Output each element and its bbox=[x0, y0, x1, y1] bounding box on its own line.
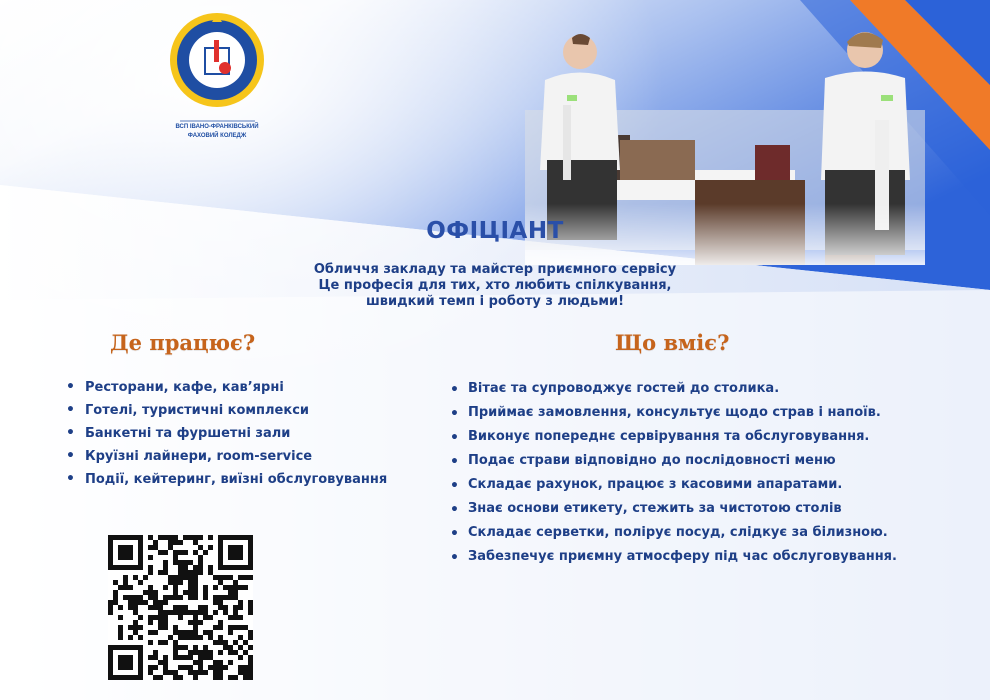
qr-code-icon[interactable] bbox=[108, 535, 253, 680]
list-item: • Ресторани, кафе, кав’ярні bbox=[65, 376, 395, 399]
list-item: • Приймає замовлення, консультує щодо страв і напоїв. bbox=[448, 401, 918, 425]
list-item: • Готелі, туристичні комплекси bbox=[65, 399, 395, 422]
skills-list bbox=[448, 377, 918, 569]
subtitle-line-1: Обличчя закладу та майстер приємного сервісу bbox=[313, 262, 677, 277]
list-item: • Складає серветки, полірує посуд, слідкує за білизною. bbox=[448, 521, 918, 545]
list-item: • Складає рахунок, працює з касовими апаратами. bbox=[448, 473, 918, 497]
list-item: • Вітає та супроводжує гостей до столика. bbox=[448, 377, 918, 401]
list-item: • Круїзні лайнери, room-service bbox=[65, 445, 395, 468]
subtitle-line-2: Це професія для тих, хто любить спілкування, bbox=[318, 278, 672, 293]
list-item: • Знає основи етикету, стежить за чистотою столів bbox=[448, 497, 918, 521]
list-item: • Виконує попереднє сервірування та обслуговування. bbox=[448, 425, 918, 449]
list-item: • Події, кейтеринг, виїзні обслуговування bbox=[65, 468, 395, 491]
where-list bbox=[65, 376, 395, 491]
where-heading: Де працює? bbox=[110, 330, 256, 355]
college-name-line1: ВСП ІВАНО-ФРАНКІВСЬКИЙ bbox=[175, 124, 259, 130]
skills-heading: Що вміє? bbox=[615, 330, 730, 355]
list-item: • Банкетні та фуршетні зали bbox=[65, 422, 395, 445]
college-logo bbox=[165, 10, 270, 150]
subtitle bbox=[245, 262, 745, 310]
subtitle-line-3: швидкий темп і роботу з людьми! bbox=[365, 294, 625, 309]
page-title: ОФІЦІАНТ bbox=[426, 218, 564, 244]
college-name-line2: ФАХОВИЙ КОЛЕДЖ bbox=[187, 133, 247, 139]
list-item: • Подає страви відповідно до послідовності меню bbox=[448, 449, 918, 473]
list-item: • Забезпечує приємну атмосферу під час обслуговування. bbox=[448, 545, 918, 569]
